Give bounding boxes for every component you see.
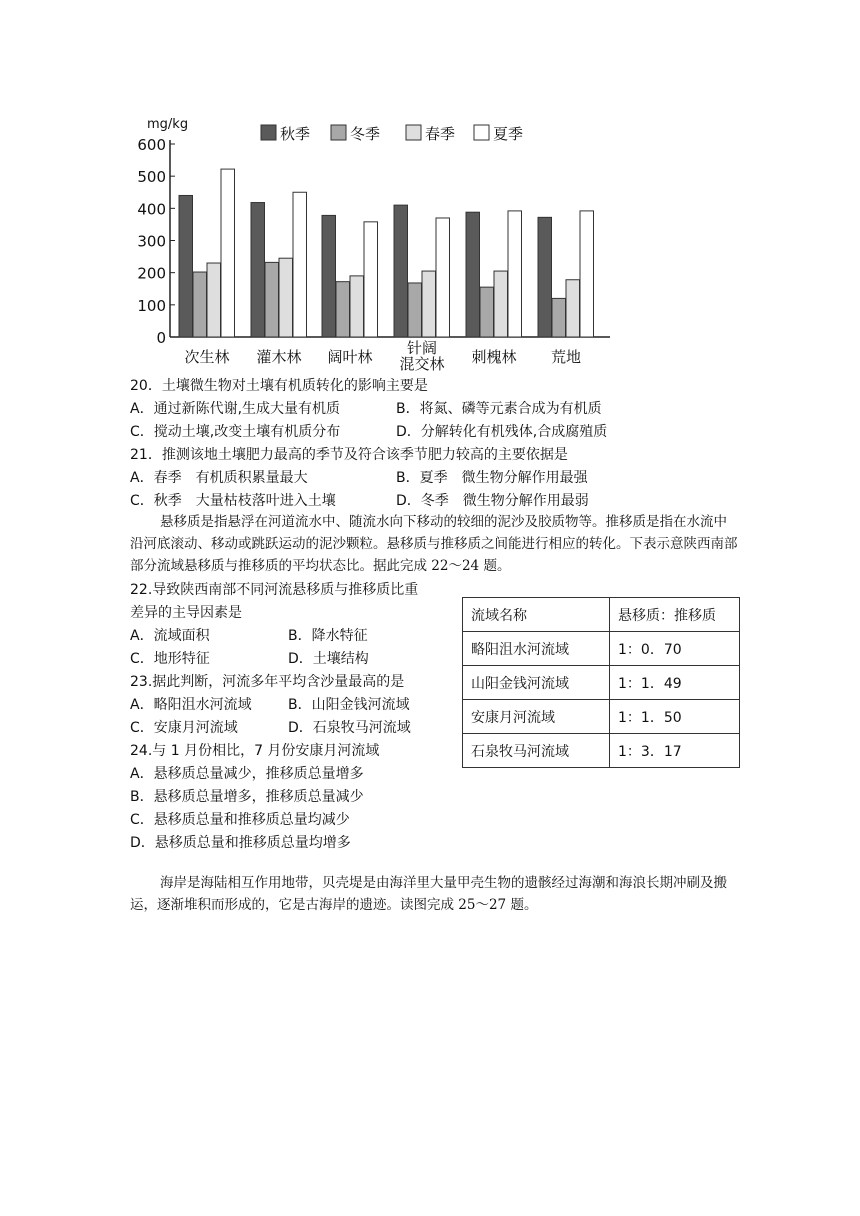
table-cell-ratio: 1：0．70 xyxy=(610,632,740,666)
legend-label: 秋季 xyxy=(280,125,311,143)
question-21-option-a: A．春季 有机质积累量最大 xyxy=(130,470,308,486)
question-20-option-d: D．分解转化有机残体,合成腐殖质 xyxy=(396,424,608,440)
question-20-option-a: A．通过新陈代谢,生成大量有机质 xyxy=(130,401,341,417)
bar xyxy=(480,287,494,337)
question-22-stem-line2: 差异的主导因素是 xyxy=(130,605,242,621)
table-header-ratio: 悬移质：推移质 xyxy=(610,598,740,632)
category-label: 荒地 xyxy=(550,348,582,366)
bar xyxy=(207,263,221,337)
question-21-option-d: D．冬季 微生物分解作用最弱 xyxy=(396,493,589,509)
bar xyxy=(322,215,336,337)
bar xyxy=(408,283,422,337)
passage-shell-ridge: 海岸是海陆相互作用地带，贝壳堤是由海洋里大量甲壳生物的遗骸经过海潮和海浪长期冲刷及搬运，逐渐堆积而形成的，它是古海岸的遗迹。读图完成 25～27 题。 xyxy=(130,875,727,913)
question-23-stem: 23.据此判断，河流多年平均含沙量最高的是 xyxy=(130,674,405,690)
legend-label: 夏季 xyxy=(493,125,524,143)
category-label: 阔叶林 xyxy=(327,348,373,366)
table-cell-basin: 山阳金钱河流域 xyxy=(463,666,610,700)
table-cell-ratio: 1：1．49 xyxy=(610,666,740,700)
passage-sediment: 悬移质是指悬浮在河道流水中、随流水向下移动的较细的泥沙及胶质物等。推移质是指在水流中沿河底滚动、移动或跳跃运动的泥沙颗粒。悬移质与推移质之间能进行相应的转化。下表示意陕西南部部分流域悬移质与推移质的平均状态比。据此完成 22～24 题。 xyxy=(130,514,738,574)
bar xyxy=(466,212,480,337)
bar xyxy=(422,271,436,337)
bar xyxy=(538,217,552,337)
question-23-option-d: D．石泉牧马河流域 xyxy=(288,720,411,736)
table-cell-basin: 石泉牧马河流域 xyxy=(463,734,610,768)
question-22-option-b: B．降水特征 xyxy=(288,628,368,644)
question-22-option-a: A．流域面积 xyxy=(130,628,210,644)
question-22-stem-line1: 22.导致陕西南部不同河流悬移质与推移质比重 xyxy=(130,582,419,598)
question-22-option-c: C．地形特征 xyxy=(130,651,210,667)
table-header-row xyxy=(463,598,740,632)
category-label: 次生林 xyxy=(184,348,230,366)
question-22-option-d: D．土壤结构 xyxy=(288,651,369,667)
question-23-option-c: C．安康月河流域 xyxy=(130,720,238,736)
question-24-stem: 24.与 1 月份相比，7 月份安康月河流域 xyxy=(130,743,380,759)
table-row xyxy=(463,632,740,666)
bar xyxy=(566,280,580,337)
question-23-option-b: B．山阳金钱河流域 xyxy=(288,697,410,713)
question-24-option-b: B．悬移质总量增多，推移质总量减少 xyxy=(130,789,364,805)
bar xyxy=(350,276,364,337)
y-tick-label: 200 xyxy=(137,264,166,283)
y-tick-label: 0 xyxy=(156,329,166,347)
legend-label: 春季 xyxy=(425,125,456,143)
question-24-option-d: D．悬移质总量和推移质总量均增多 xyxy=(130,835,351,851)
question-24-option-c: C．悬移质总量和推移质总量均减少 xyxy=(130,812,350,828)
question-20-option-b: B．将氮、磷等元素合成为有机质 xyxy=(396,401,602,417)
bar xyxy=(179,195,193,337)
seasonal-soil-chart xyxy=(0,0,860,380)
bar xyxy=(364,222,378,337)
y-tick-label: 500 xyxy=(137,168,166,187)
bar xyxy=(279,258,293,337)
table-cell-ratio: 1：3．17 xyxy=(610,734,740,768)
question-20-stem: 20．土壤微生物对土壤有机质转化的影响主要是 xyxy=(130,378,428,394)
sediment-ratio-table xyxy=(462,597,740,768)
legend-swatch xyxy=(474,125,489,140)
y-unit-label: mg/kg xyxy=(147,117,189,132)
bar xyxy=(508,211,522,337)
category-label: 灌木林 xyxy=(256,348,302,366)
legend-swatch xyxy=(261,125,276,140)
category-label: 针阔混交林 xyxy=(399,339,445,373)
bar xyxy=(394,205,408,337)
table-row xyxy=(463,666,740,700)
bar xyxy=(336,282,350,337)
question-21-option-c: C．秋季 大量枯枝落叶进入土壤 xyxy=(130,493,336,509)
bar xyxy=(580,211,594,337)
question-24-option-a: A．悬移质总量减少，推移质总量增多 xyxy=(130,766,364,782)
table-cell-basin: 略阳沮水河流域 xyxy=(463,632,610,666)
y-tick-label: 600 xyxy=(137,136,166,154)
table-row xyxy=(463,734,740,768)
question-20-option-c: C．搅动土壤,改变土壤有机质分布 xyxy=(130,424,341,440)
question-21-stem: 21．推测该地土壤肥力最高的季节及符合该季节肥力较高的主要依据是 xyxy=(130,447,568,463)
bar xyxy=(436,218,450,337)
table-header-basin: 流域名称 xyxy=(463,598,610,632)
category-label: 刺槐林 xyxy=(471,348,517,366)
question-21-option-b: B．夏季 微生物分解作用最强 xyxy=(396,470,588,486)
bar xyxy=(221,169,235,337)
table-row xyxy=(463,700,740,734)
legend-swatch xyxy=(331,125,346,140)
y-tick-label: 100 xyxy=(137,296,166,315)
bar xyxy=(193,272,207,337)
legend-label: 冬季 xyxy=(350,125,381,143)
bar xyxy=(552,298,566,337)
table-cell-basin: 安康月河流域 xyxy=(463,700,610,734)
bar xyxy=(293,192,307,337)
bar xyxy=(251,203,265,337)
legend-swatch xyxy=(406,125,421,140)
y-tick-label: 300 xyxy=(137,232,166,251)
y-tick-label: 400 xyxy=(137,200,166,219)
table-cell-ratio: 1：1．50 xyxy=(610,700,740,734)
question-23-option-a: A．略阳沮水河流域 xyxy=(130,697,252,713)
bar xyxy=(494,271,508,337)
bar xyxy=(265,262,279,337)
